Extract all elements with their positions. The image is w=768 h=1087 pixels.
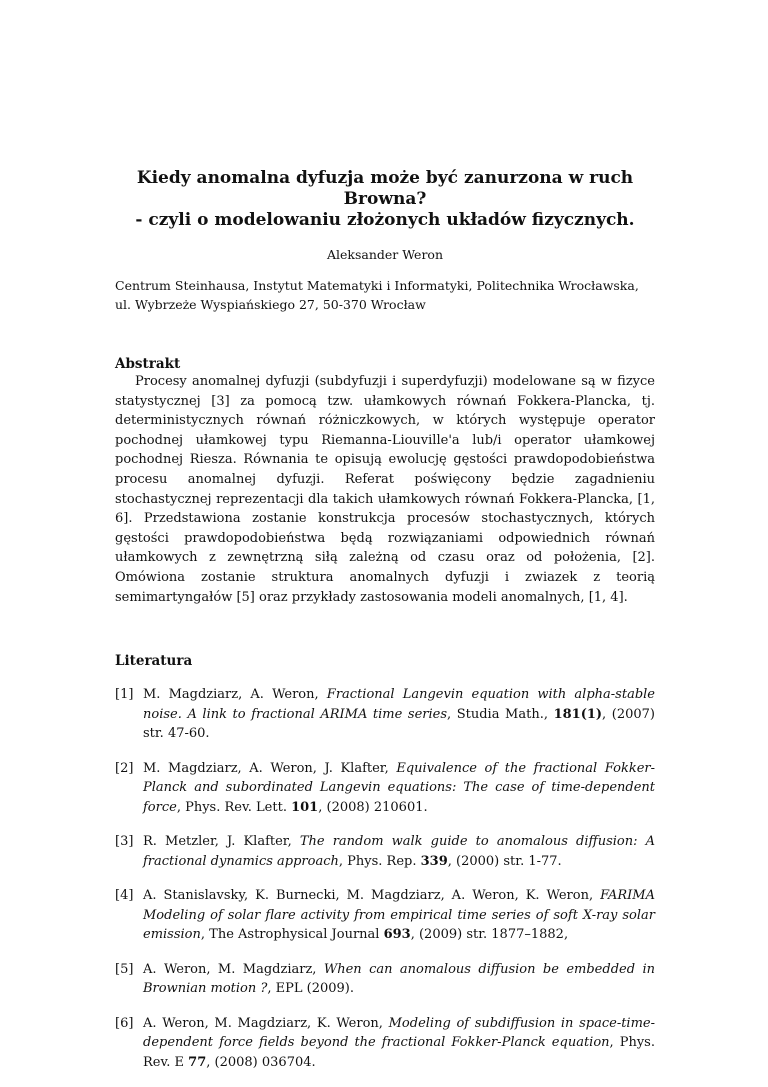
reference-journal: , Phys. Rev. E [143,1035,655,1070]
reference-volume: 693 [383,927,411,943]
reference-title: When can anomalous diffusion be embedded in Brownian motion ? [143,961,655,997]
reference-journal: , Phys. Rep. [338,853,421,869]
reference-volume: 77 [188,1054,207,1070]
reference-item [115,960,655,999]
affiliation-line-2: ul. Wybrzeże Wyspiańskiego 27, 50-370 Wrocław [115,297,426,312]
literature-heading: Literatura [115,653,193,670]
abstract-text: Procesy anomalnej dyfuzji (subdyfuzji i superdyfuzji) modelowane są w fizyce statystycznej [3] za pomocą tzw. ułamkowych równań Fokkera-Plancka, tj. deterministycznych równań różniczkowych, w których występuje operator pochodnej ułamkowej typu Riemanna-Liouville'a lub/i operator ułamkowej pochodnej Riesza. Równania te opisują ewolucję gęstości prawdopodobieństwa procesu anomalnej dyfuzji. Referat poświęcony będzie zagadnieniu stochastycznej reprezentacji dla takich ułamkowych równań Fokkera-Plancka, [1, 6]. Przedstawiona zostanie konstrukcja procesów stochastycznych, których gęstości prawdopodobieństwa będą rozwiązaniami odpowiednich równań ułamkowych z zewnętrzną siłą zależną od czasu oraz od położenia, [2]. Omówiona zostanie struktura anomalnych dyfuzji i zwiazek z teorią semimartyngałów [5] oraz przykłady zastosowania modeli anomalnych, [1, 4]. [115,374,655,605]
reference-journal: , Phys. Rev. Lett. [176,799,292,815]
reference-details: , (2008) 210601. [318,799,428,815]
reference-authors: A. Stanislavsky, K. Burnecki, M. Magdziarz, A. Weron, K. Weron, [143,888,601,904]
abstract-heading: Abstrakt [115,356,181,372]
reference-details: , (2008) 036704. [206,1054,316,1070]
reference-journal: , EPL (2009). [267,981,354,997]
reference-item [115,759,655,818]
reference-list [115,685,655,1072]
reference-item [115,886,655,945]
reference-number: [2] [115,760,134,776]
reference-title: FARIMA Modeling of solar flare activity from empirical time series of soft X-ray solar emission [143,888,655,943]
reference-number: [3] [115,834,134,850]
reference-title: The random walk guide to anomalous diffusion: A fractional dynamics approach [143,834,655,869]
title-line-1: Kiedy anomalna dyfuzja może być zanurzona w ruch Browna? [136,168,634,209]
reference-number: [1] [115,687,134,703]
reference-number: [5] [115,961,134,977]
paper-title [115,168,655,231]
reference-details: , (2000) str. 1-77. [447,853,562,869]
reference-journal: , Studia Math., [447,706,554,722]
affiliation [115,276,655,314]
reference-volume: 181(1) [553,706,603,722]
reference-authors: R. Metzler, J. Klafter, [143,834,300,850]
affiliation-line-1: Centrum Steinhausa, Instytut Matematyki i Informatyki, Politechnika Wrocławska, [115,278,639,293]
author-name: Aleksander Weron [326,247,444,262]
reference-item [115,1014,655,1073]
reference-journal: , The Astrophysical Journal [200,927,384,943]
reference-details: , (2007) str. 47-60. [143,706,655,742]
reference-authors: A. Weron, M. Magdziarz, K. Weron, [143,1015,389,1031]
reference-volume: 101 [291,799,319,815]
reference-item [115,832,655,871]
reference-title: Equivalence of the fractional Fokker-Planck and subordinated Langevin equations: The case of time-dependent force [143,760,655,815]
title-line-2: - czyli o modelowaniu złożonych układów fizycznych. [135,210,635,230]
reference-authors: A. Weron, M. Magdziarz, [143,961,324,977]
reference-volume: 339 [420,853,448,869]
reference-title: Modeling of subdiffusion in space-time-dependent force fields beyond the fractional Fokker-Planck equation [143,1015,656,1051]
reference-number: [6] [115,1015,134,1031]
reference-item [115,685,655,744]
reference-details: , (2009) str. 1877–1882, [410,927,569,943]
reference-authors: M. Magdziarz, A. Weron, [143,687,327,703]
paper-page [115,168,655,1087]
reference-authors: M. Magdziarz, A. Weron, J. Klafter, [143,760,397,776]
reference-title: Fractional Langevin equation with alpha-stable noise. A link to fractional ARIMA time series [143,687,655,722]
reference-number: [4] [115,888,134,904]
